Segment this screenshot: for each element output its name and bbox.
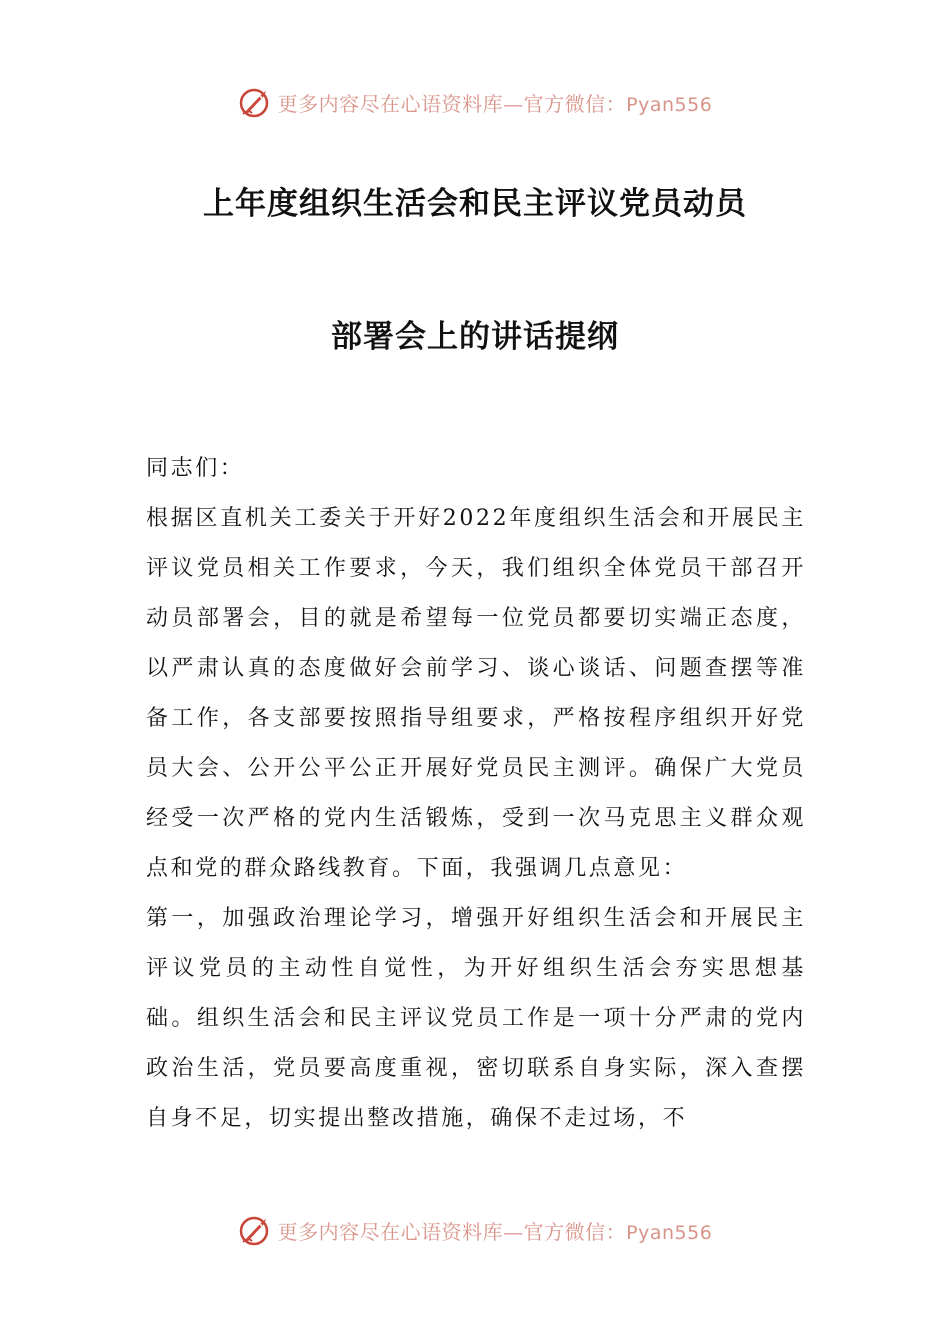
paragraph-1: 根据区直机关工委关于开好2022年度组织生活会和开展民主评议党员相关工作要求，今天，我们组织全体党员干部召开动员部署会，目的就是希望每一位党员都要切实端正态度，以严肃认真的态度做好会前学习、谈心谈话、问题查摆等准备工作，各支部要按照指导组要求，严格按程序组织开好党员大会、公开公平公正开展好党员民主测评。确保广大党员经受一次严格的党内生活锻炼，受到一次马克思主义群众观点和党的群众路线教育。下面，我强调几点意见： (146, 506, 806, 881)
watermark-wechat-id: Pyan556 (626, 1221, 713, 1244)
header-watermark (0, 80, 950, 124)
salutation: 同志们： (146, 456, 245, 481)
document-title-line-1: 上年度组织生活会和民主评议党员动员 (203, 186, 747, 222)
footer-watermark (0, 1208, 950, 1252)
document-body (146, 444, 806, 1144)
pen-logo-icon (238, 1213, 272, 1247)
watermark-text: 更多内容尽在心语资料库—官方微信：Pyan556 (277, 1219, 713, 1244)
pen-logo-icon (238, 85, 272, 119)
watermark-text: 更多内容尽在心语资料库—官方微信：Pyan556 (277, 91, 713, 116)
document-title-line-2: 部署会上的讲话提纲 (331, 319, 619, 355)
watermark-wechat-id: Pyan556 (626, 93, 713, 116)
paragraph-2: 第一，加强政治理论学习，增强开好组织生活会和开展民主评议党员的主动性自觉性，为开好组织生活会夯实思想基础。组织生活会和民主评议党员工作是一项十分严肃的党内政治生活，党员要高度重视，密切联系自身实际，深入查摆自身不足，切实提出整改措施，确保不走过场，不 (146, 906, 806, 1131)
